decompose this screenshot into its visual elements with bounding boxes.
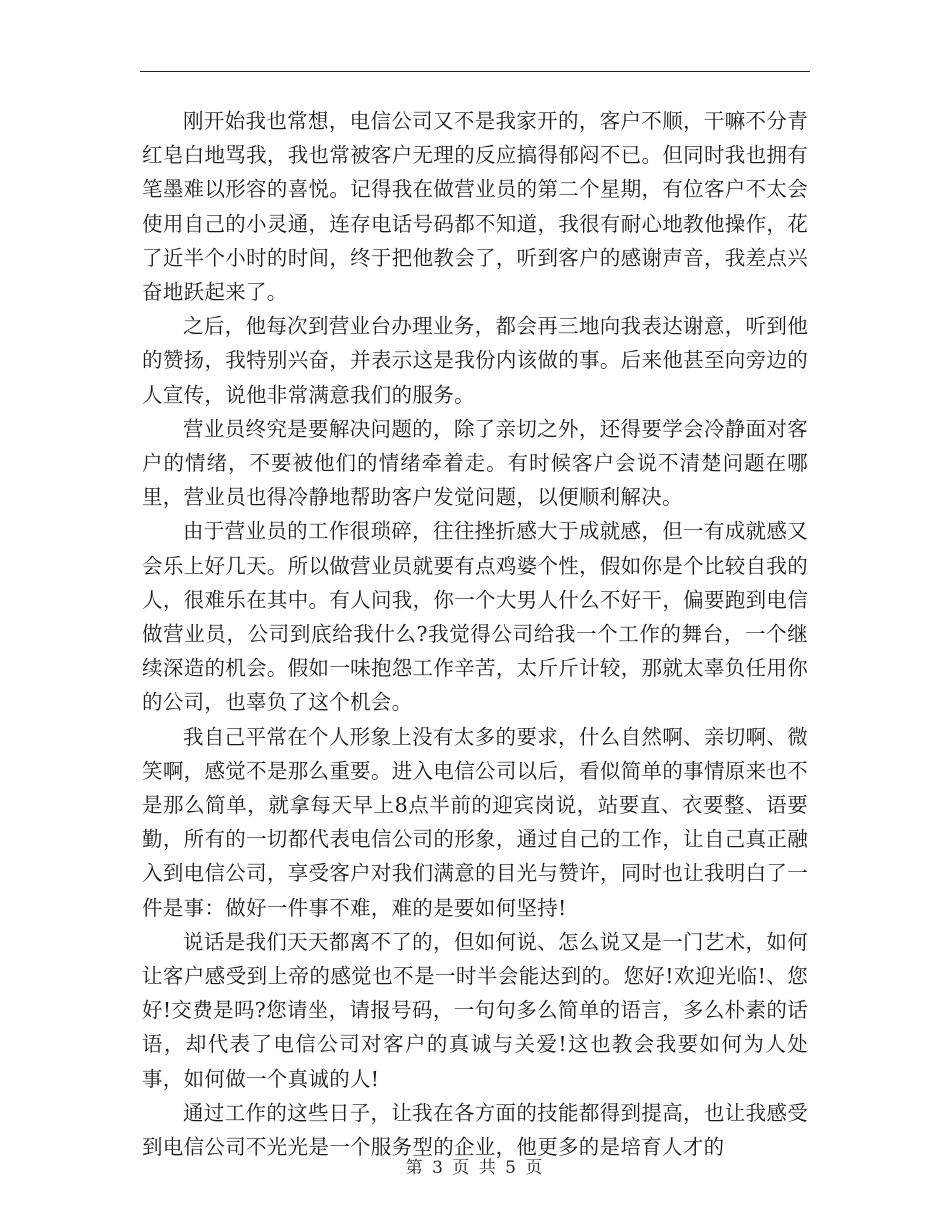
page-footer bbox=[0, 1153, 950, 1178]
paragraph-6: 说话是我们天天都离不了的，但如何说、怎么说又是一门艺术，如何让客户感受到上帝的感觉也不是一时半会能达到的。您好!欢迎光临!、您好!交费是吗?您请坐，请报号码，一句句多么简单的语言，多么朴素的话语，却代表了电信公司对客户的真诚与关爱!这也教会我要如何为人处事，如何做一个真诚的人! bbox=[142, 929, 808, 1091]
paragraph-3: 营业员终究是要解决问题的，除了亲切之外，还得要学会冷静面对客户的情绪，不要被他们的情绪牵着走。有时候客户会说不清楚问题在哪里，营业员也得冷静地帮助客户发觉问题，以便顺利解决。 bbox=[142, 416, 808, 510]
page-number-label: 第 3 页 共 5 页 bbox=[405, 1158, 545, 1178]
paragraph-5: 我自己平常在个人形象上没有太多的要求，什么自然啊、亲切啊、微笑啊，感觉不是那么重要。进入电信公司以后，看似简单的事情原来也不是那么简单，就拿每天早上8点半前的迎宾岗说，站要直、衣要整、语要勤，所有的一切都代表电信公司的形象，通过自己的工作，让自己真正融入到电信公司，享受客户对我们满意的目光与赞许，同时也让我明白了一件是事：做好一件事不难，难的是要如何坚持! bbox=[142, 724, 808, 920]
paragraph-2: 之后，他每次到营业台办理业务，都会再三地向我表达谢意，听到他的赞扬，我特别兴奋，并表示这是我份内该做的事。后来他甚至向旁边的人宣传，说他非常满意我们的服务。 bbox=[142, 314, 808, 407]
paragraph-4: 由于营业员的工作很琐碎，往往挫折感大于成就感，但一有成就感又会乐上好几天。所以做营业员就要有点鸡婆个性，假如你是个比较自我的人，很难乐在其中。有人问我，你一个大男人什么不好干，偏要跑到电信做营业员，公司到底给我什么?我觉得公司给我一个工作的舞台，一个继续深造的机会。假如一味抱怨工作辛苦，太斤斤计较，那就太辜负任用你的公司，也辜负了这个机会。 bbox=[142, 519, 808, 715]
paragraph-7: 通过工作的这些日子，让我在各方面的技能都得到提高，也让我感受到电信公司不光光是一个服务型的企业，他更多的是培育人才的 bbox=[142, 1100, 808, 1160]
document-body bbox=[142, 104, 808, 1164]
header-rule bbox=[140, 71, 810, 72]
paragraph-1: 刚开始我也常想，电信公司又不是我家开的，客户不顺，干嘛不分青红皂白地骂我，我也常被客户无理的反应搞得郁闷不已。但同时我也拥有笔墨难以形容的喜悦。记得我在做营业员的第二个星期，有位客户不太会使用自己的小灵通，连存电话号码都不知道，我很有耐心地教他操作，花了近半个小时的时间，终于把他教会了，听到客户的感谢声音，我差点兴奋地跃起来了。 bbox=[142, 109, 808, 305]
